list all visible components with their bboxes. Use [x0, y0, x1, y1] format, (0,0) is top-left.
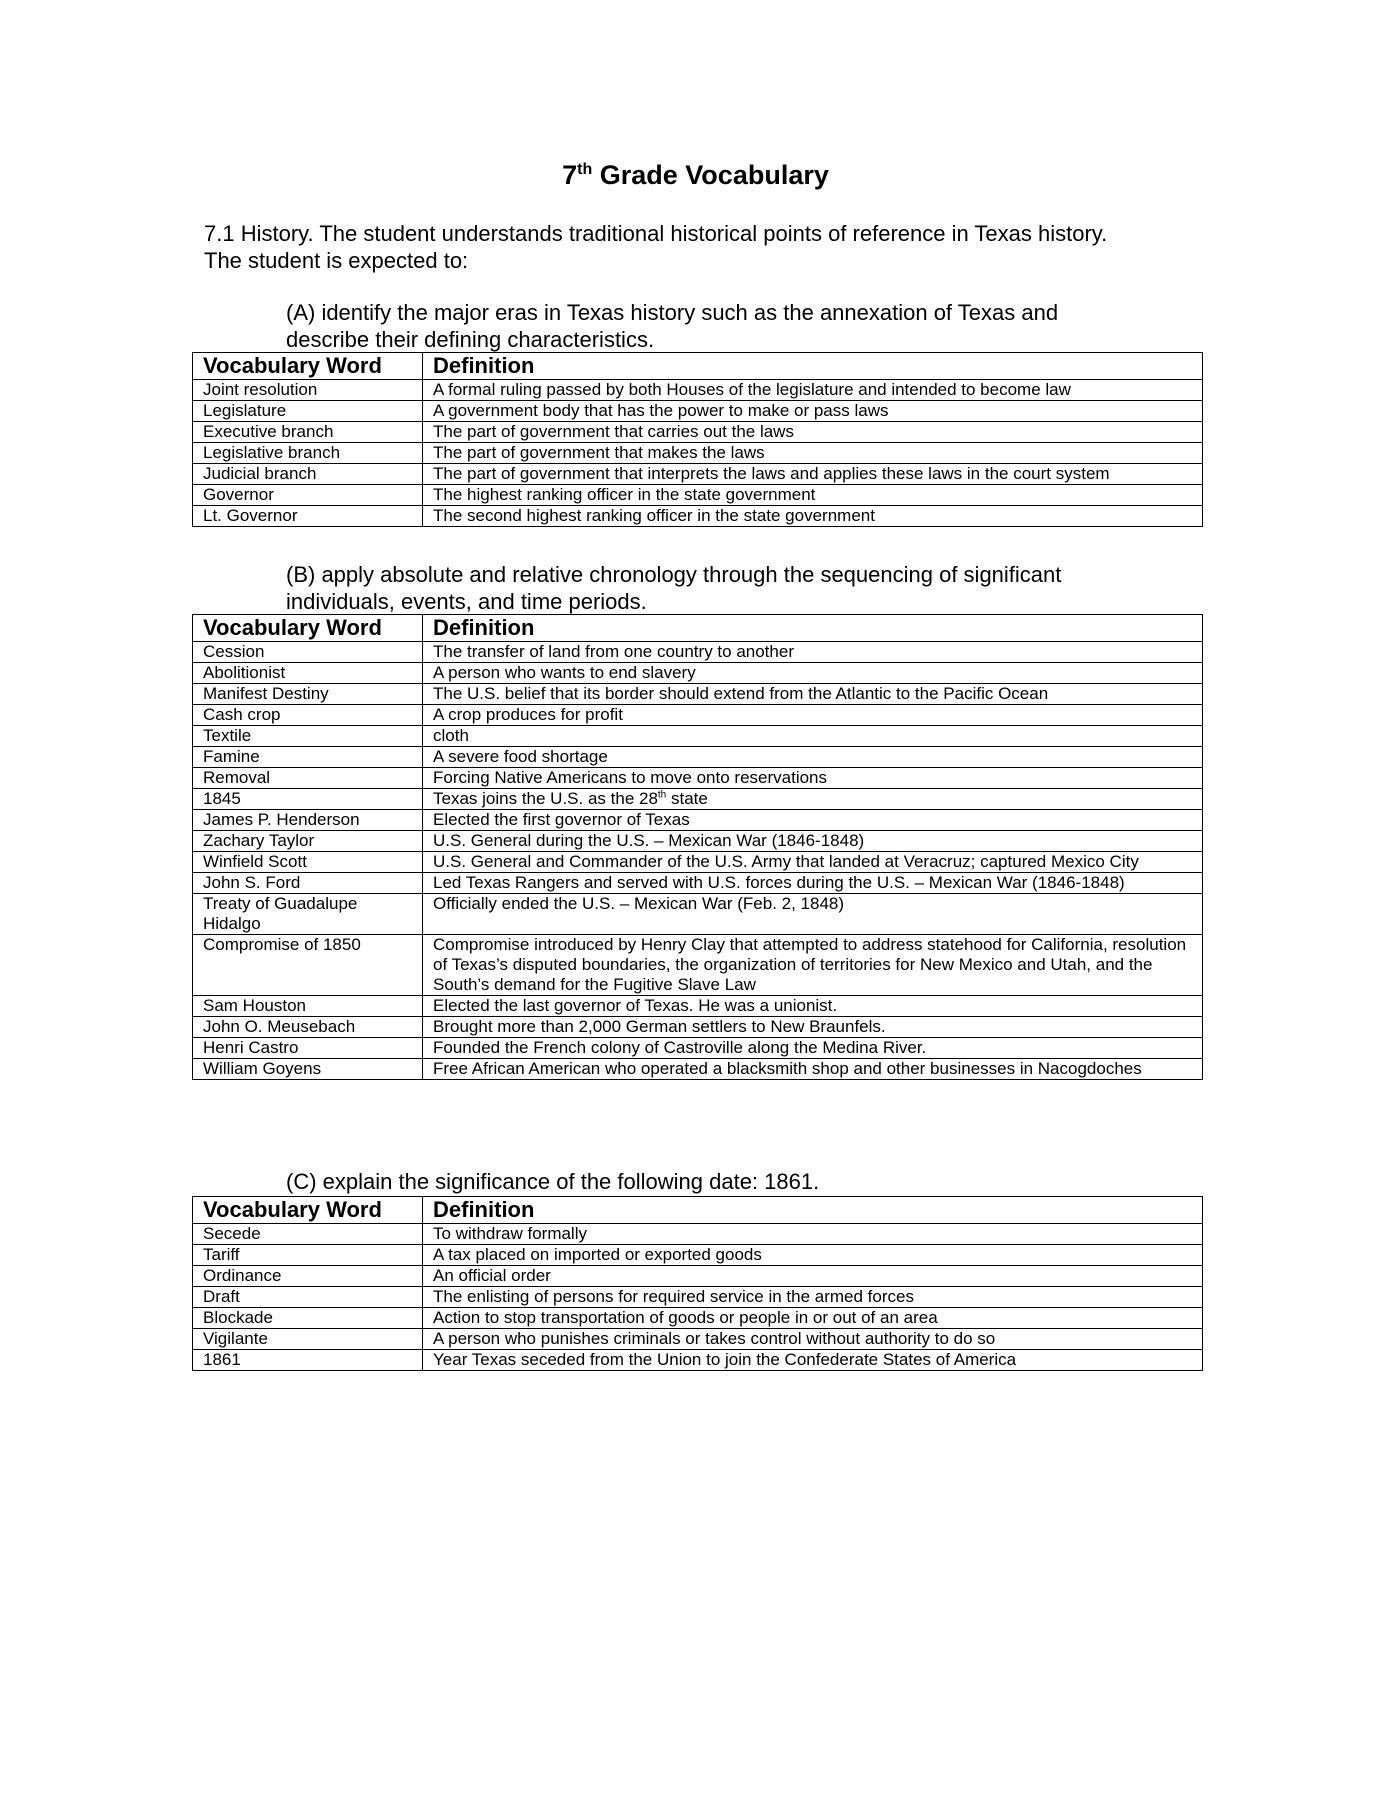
header-definition: Definition: [423, 615, 1203, 642]
table-row: [193, 894, 1203, 935]
table-row: [193, 1059, 1203, 1080]
page-title: 7th Grade Vocabulary: [562, 160, 829, 190]
vocab-word: Secede: [193, 1224, 423, 1245]
section-a-heading: (A) identify the major eras in Texas history such as the annexation of Texas and describe their defining characteristics.: [286, 300, 1059, 352]
vocab-definition: The enlisting of persons for required service in the armed forces: [423, 1287, 1203, 1308]
table-row: [193, 642, 1203, 663]
vocab-word: Legislature: [193, 401, 423, 422]
vocab-word: Compromise of 1850: [193, 935, 423, 996]
vocab-word: Treaty of Guadalupe Hidalgo: [193, 894, 423, 935]
table-row: [193, 705, 1203, 726]
vocab-definition: A formal ruling passed by both Houses of the legislature and intended to become law: [423, 380, 1203, 401]
table-row: [193, 443, 1203, 464]
vocab-word: Executive branch: [193, 422, 423, 443]
table-row: [193, 726, 1203, 747]
table-row: [193, 873, 1203, 894]
table-row: [193, 831, 1203, 852]
table-row: [193, 1038, 1203, 1059]
vocab-definition: Led Texas Rangers and served with U.S. forces during the U.S. – Mexican War (1846-1848): [423, 873, 1203, 894]
vocab-definition: Year Texas seceded from the Union to join the Confederate States of America: [423, 1350, 1203, 1371]
vocab-definition: Free African American who operated a blacksmith shop and other businesses in Nacogdoches: [423, 1059, 1203, 1080]
vocab-definition: The part of government that carries out the laws: [423, 422, 1203, 443]
vocab-definition: A crop produces for profit: [423, 705, 1203, 726]
vocab-word: John S. Ford: [193, 873, 423, 894]
vocab-table-c: [192, 1196, 1203, 1371]
vocab-word: Vigilante: [193, 1329, 423, 1350]
vocab-word: Winfield Scott: [193, 852, 423, 873]
header-definition: Definition: [423, 1197, 1203, 1224]
vocab-definition: Texas joins the U.S. as the 28th state: [423, 789, 1203, 810]
vocab-word: Zachary Taylor: [193, 831, 423, 852]
vocab-word: James P. Henderson: [193, 810, 423, 831]
table-row: [193, 1287, 1203, 1308]
vocab-word: Cash crop: [193, 705, 423, 726]
vocab-word: Sam Houston: [193, 996, 423, 1017]
vocab-definition: A person who punishes criminals or takes control without authority to do so: [423, 1329, 1203, 1350]
vocab-word: Cession: [193, 642, 423, 663]
vocab-word: Removal: [193, 768, 423, 789]
vocab-definition: The highest ranking officer in the state government: [423, 485, 1203, 506]
header-vocabulary-word: Vocabulary Word: [193, 1197, 423, 1224]
vocab-definition: U.S. General during the U.S. – Mexican War (1846-1848): [423, 831, 1203, 852]
vocab-word: 1845: [193, 789, 423, 810]
vocab-definition: Elected the last governor of Texas. He was a unionist.: [423, 996, 1203, 1017]
vocab-word: Draft: [193, 1287, 423, 1308]
vocab-word: 1861: [193, 1350, 423, 1371]
header-definition: Definition: [423, 353, 1203, 380]
vocab-definition: Forcing Native Americans to move onto reservations: [423, 768, 1203, 789]
table-row: [193, 422, 1203, 443]
vocab-word: Ordinance: [193, 1266, 423, 1287]
table-row: [193, 506, 1203, 527]
vocab-definition: A tax placed on imported or exported goods: [423, 1245, 1203, 1266]
table-row: [193, 1266, 1203, 1287]
vocab-word: Blockade: [193, 1308, 423, 1329]
table-row: [193, 1308, 1203, 1329]
table-row: [193, 747, 1203, 768]
table-row: [193, 1224, 1203, 1245]
table-row: [193, 684, 1203, 705]
table-row: [193, 1245, 1203, 1266]
table-row: [193, 380, 1203, 401]
header-vocabulary-word: Vocabulary Word: [193, 353, 423, 380]
section-b-heading: (B) apply absolute and relative chronology through the sequencing of significant individuals, events, and time periods.: [286, 562, 1062, 614]
vocab-definition: The U.S. belief that its border should extend from the Atlantic to the Pacific Ocean: [423, 684, 1203, 705]
table-row: [193, 1329, 1203, 1350]
table-row: [193, 810, 1203, 831]
vocab-definition: The transfer of land from one country to another: [423, 642, 1203, 663]
vocab-definition: A government body that has the power to make or pass laws: [423, 401, 1203, 422]
standard-intro: 7.1 History. The student understands traditional historical points of reference in Texas history. The student is expected to:: [204, 221, 1108, 273]
vocab-word: Abolitionist: [193, 663, 423, 684]
table-row: [193, 789, 1203, 810]
vocab-definition: Elected the first governor of Texas: [423, 810, 1203, 831]
vocab-definition: A person who wants to end slavery: [423, 663, 1203, 684]
header-vocabulary-word: Vocabulary Word: [193, 615, 423, 642]
vocab-word: William Goyens: [193, 1059, 423, 1080]
vocab-definition: Officially ended the U.S. – Mexican War (Feb. 2, 1848): [423, 894, 1203, 935]
vocab-word: Legislative branch: [193, 443, 423, 464]
vocab-word: Joint resolution: [193, 380, 423, 401]
vocab-definition: Brought more than 2,000 German settlers to New Braunfels.: [423, 1017, 1203, 1038]
table-row: [193, 852, 1203, 873]
vocab-definition: cloth: [423, 726, 1203, 747]
table-row: [193, 768, 1203, 789]
table-row: [193, 663, 1203, 684]
vocab-definition: The part of government that interprets the laws and applies these laws in the court system: [423, 464, 1203, 485]
vocab-definition: Compromise introduced by Henry Clay that attempted to address statehood for California, resolution of Texas’s disputed boundaries, the organization of territories for New Mexico and Utah, and the South’s demand for the Fugitive Slave Law: [423, 935, 1203, 996]
vocab-word: Textile: [193, 726, 423, 747]
vocab-definition: The part of government that makes the laws: [423, 443, 1203, 464]
vocab-word: Governor: [193, 485, 423, 506]
vocab-table-b: [192, 614, 1203, 1080]
vocab-word: Manifest Destiny: [193, 684, 423, 705]
vocab-word: Lt. Governor: [193, 506, 423, 527]
table-row: [193, 401, 1203, 422]
section-c-heading: (C) explain the significance of the following date: 1861.: [286, 1169, 820, 1194]
table-row: [193, 1017, 1203, 1038]
vocab-definition: The second highest ranking officer in the state government: [423, 506, 1203, 527]
vocab-definition: Action to stop transportation of goods or people in or out of an area: [423, 1308, 1203, 1329]
vocab-word: John O. Meusebach: [193, 1017, 423, 1038]
vocab-word: Famine: [193, 747, 423, 768]
vocab-word: Tariff: [193, 1245, 423, 1266]
vocab-table-a: [192, 352, 1203, 527]
vocab-definition: An official order: [423, 1266, 1203, 1287]
table-row: [193, 1350, 1203, 1371]
vocab-word: Henri Castro: [193, 1038, 423, 1059]
table-row: [193, 935, 1203, 996]
vocab-definition: A severe food shortage: [423, 747, 1203, 768]
vocab-definition: To withdraw formally: [423, 1224, 1203, 1245]
table-row: [193, 485, 1203, 506]
table-row: [193, 464, 1203, 485]
vocab-definition: Founded the French colony of Castroville along the Medina River.: [423, 1038, 1203, 1059]
vocab-definition: U.S. General and Commander of the U.S. Army that landed at Veracruz; captured Mexico City: [423, 852, 1203, 873]
vocab-word: Judicial branch: [193, 464, 423, 485]
table-row: [193, 996, 1203, 1017]
